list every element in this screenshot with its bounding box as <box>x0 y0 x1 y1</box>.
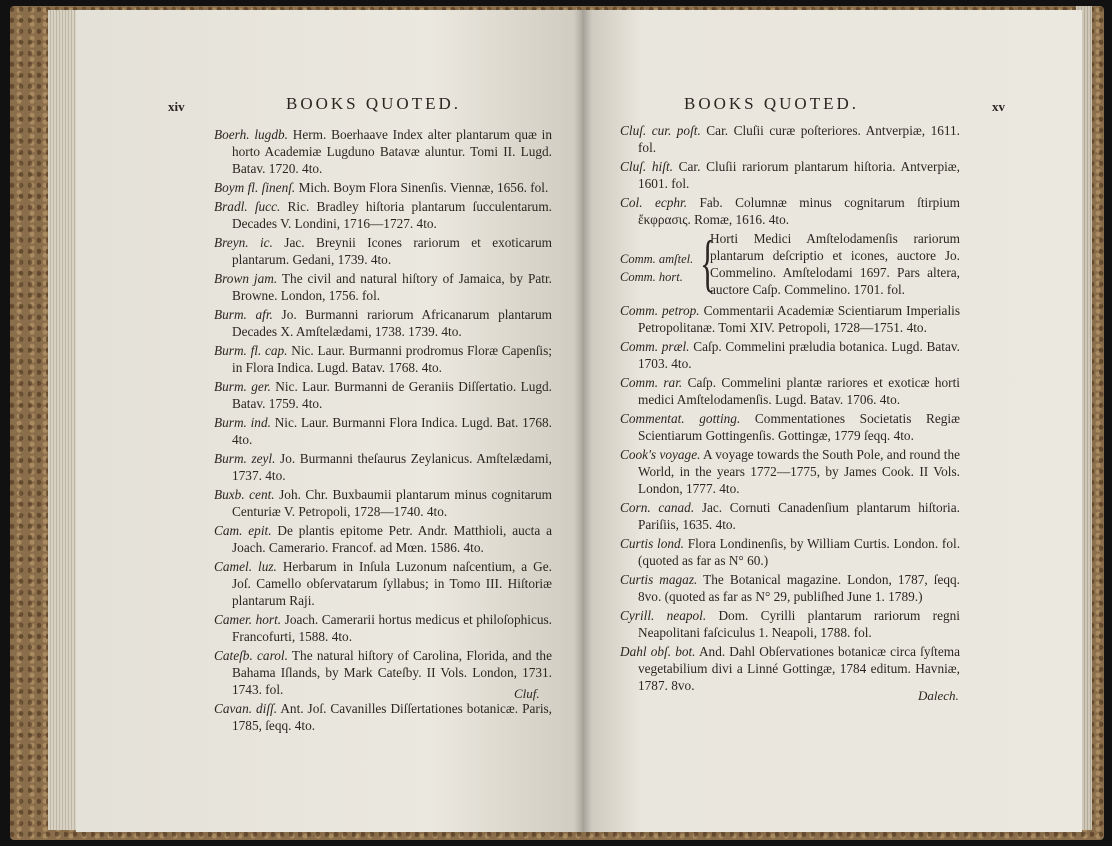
entry-abbreviation: Corn. canad. <box>620 500 695 515</box>
bibliography-entry <box>214 647 552 698</box>
left-entry-list <box>214 126 552 736</box>
entry-text: Caſp. Commelini præludia botanica. Lugd. Batav. 1703. 4to. <box>638 339 960 371</box>
bibliography-entry <box>214 450 552 484</box>
bibliography-entry <box>620 338 960 372</box>
bracket-labels <box>620 250 693 286</box>
bibliography-entry <box>214 306 552 340</box>
bracket-label: Comm. amſtel. <box>620 252 694 266</box>
bibliography-entry <box>214 378 552 412</box>
bibliography-entry <box>620 499 960 533</box>
entry-text: The Botanical magazine. London, 1787, ſeqq. 8vo. (quoted as far as N° 29, publiſhed June 1. 1789.) <box>638 572 960 604</box>
entry-abbreviation: Burm. ind. <box>214 415 271 430</box>
entry-abbreviation: Cateſb. carol. <box>214 648 288 663</box>
entry-abbreviation: Commentat. gotting. <box>620 411 741 426</box>
entry-text: The civil and natural hiſtory of Jamaica, by Patr. Browne. London, 1756. fol. <box>232 271 552 303</box>
entry-text: And. Dahl Obſervationes botanicæ circa ſyſtema vegetabilium divi a Linné Gottingæ, 1784 editum. Havniæ, 1787. 8vo. <box>638 644 961 693</box>
right-entry-list <box>620 122 960 696</box>
bibliography-entry <box>620 571 960 605</box>
entry-abbreviation: Col. ecphr. <box>620 195 688 210</box>
bibliography-entry <box>620 374 960 408</box>
bibliography-entry <box>620 194 960 228</box>
entry-text: Commentationes Societatis Regiæ Scientiarum Gottingenſis. Gottingæ, 1779 ſeqq. 4to. <box>638 411 960 443</box>
entry-abbreviation: Dahl obſ. bot. <box>620 644 696 659</box>
entry-text: De plantis epitome Petr. Andr. Matthioli, aucta a Joach. Camerario. Francof. ad Mœn. 1586. 4to. <box>232 523 552 555</box>
entry-abbreviation: Cluſ. hiſt. <box>620 159 673 174</box>
entry-text: Flora Londinenſis, by William Curtis. London. fol. (quoted as far as N° 60.) <box>638 536 961 568</box>
bibliography-entry <box>214 342 552 376</box>
right-page-header: BOOKS QUOTED. <box>684 94 859 113</box>
entry-text: A voyage towards the South Pole, and round the World, in the years 1772—1775, by James Cook. II Vols. London, 1777. 4to. <box>638 447 960 496</box>
entry-text: Ant. Joſ. Cavanilles Diſſertationes botanicæ. Paris, 1785, ſeqq. 4to. <box>232 701 553 733</box>
bibliography-entry <box>620 158 960 192</box>
entry-text: Dom. Cyrilli plantarum rariorum regni Neapolitani faſciculus 1. Neapoli, 1788. fol. <box>638 608 960 640</box>
entry-text: Car. Cluſii curæ poſteriores. Antverpiæ, 1611. fol. <box>638 123 961 155</box>
bibliography-entry <box>214 270 552 304</box>
entry-text: Nic. Laur. Burmanni de Geraniis Diſſertatio. Lugd. Batav. 1759. 4to. <box>232 379 552 411</box>
entry-text: Jo. Burmanni theſaurus Zeylanicus. Amſtelædami, 1737. 4to. <box>232 451 552 483</box>
right-catchword: Dalech. <box>918 688 959 703</box>
entry-text: Jac. Cornuti Canadenſium plantarum hiſtoria. Pariſiis, 1635. 4to. <box>638 500 960 532</box>
entry-abbreviation: Brown jam. <box>214 271 278 286</box>
entry-text: Nic. Laur. Burmanni Flora Indica. Lugd. Bat. 1768. 4to. <box>232 415 552 447</box>
entry-abbreviation: Boym fl. ſinenſ. <box>214 180 296 195</box>
bibliography-entry <box>214 179 552 196</box>
entry-text: Nic. Laur. Burmanni prodromus Floræ Capenſis; in Flora Indica. Lugd. Batav. 1768. 4to. <box>232 343 552 375</box>
bibliography-entry <box>214 198 552 232</box>
entry-text: Jo. Burmanni rariorum Africanarum plantarum Decades X. Amſtelædami, 1738. 1739. 4to. <box>232 307 552 339</box>
bibliography-entry <box>214 414 552 448</box>
curly-brace-icon: { <box>700 227 716 298</box>
entry-abbreviation: Cavan. diſſ. <box>214 701 278 716</box>
bibliography-entry <box>620 410 960 444</box>
right-folio: xv <box>992 99 1005 114</box>
bibliography-entry <box>214 700 552 734</box>
entry-text: The natural hiſtory of Carolina, Florida, and the Bahama Iſlands, by Mark Cateſby. II Vols. London, 1731. 1743. fol. <box>232 648 552 697</box>
entry-abbreviation: Cyrill. neapol. <box>620 608 707 623</box>
left-folio: xiv <box>168 99 185 114</box>
entry-text: Fab. Columnæ minus cognitarum ſtirpium ἔκφρασις. Romæ, 1616. 4to. <box>638 195 960 227</box>
entry-text: Car. Cluſii rariorum plantarum hiſtoria. Antverpiæ, 1601. fol. <box>638 159 960 191</box>
bibliography-entry <box>214 558 552 609</box>
left-page <box>76 10 582 832</box>
entry-text: Herbarum in Inſula Luzonum naſcentium, a Ge. Joſ. Camello obſervatarum ſyllabus; in Tomo III. Hiſtoriæ plantarum Raji. <box>232 559 552 608</box>
bibliography-entry <box>214 234 552 268</box>
entry-abbreviation: Camel. luz. <box>214 559 277 574</box>
bracket-entry <box>620 227 960 300</box>
entry-abbreviation: Breyn. ic. <box>214 235 273 250</box>
entry-abbreviation: Boerh. lugdb. <box>214 127 288 142</box>
bibliography-entry <box>214 611 552 645</box>
left-page-header: BOOKS QUOTED. <box>286 94 461 113</box>
entry-abbreviation: Comm. præl. <box>620 339 690 354</box>
bracket-label: Comm. hort. <box>620 270 683 284</box>
bibliography-entry <box>620 607 960 641</box>
entry-text: Joh. Chr. Buxbaumii plantarum minus cognitarum Centuriæ V. Petropoli, 1728—1740. 4to. <box>232 487 552 519</box>
entry-abbreviation: Cluſ. cur. poſt. <box>620 123 701 138</box>
entry-abbreviation: Comm. petrop. <box>620 303 700 318</box>
entry-abbreviation: Cam. epit. <box>214 523 272 538</box>
entry-abbreviation: Burm. fl. cap. <box>214 343 288 358</box>
entry-text: Herm. Boerhaave Index alter plantarum quæ in horto Academiæ Lugduno Batavæ aluntur. Tomi II. Lugd. Batav. 1720. 4to. <box>232 127 552 176</box>
left-catchword: Cluf. <box>514 686 540 701</box>
bibliography-entry <box>620 122 960 156</box>
right-page <box>582 10 1082 832</box>
bibliography-entry <box>620 302 960 336</box>
entry-text: Caſp. Commelini plantæ rariores et exoticæ horti medici Amſtelodamenſis. Lugd. Batav. 1706. 4to. <box>638 375 960 407</box>
entry-text: Jac. Breynii Icones rariorum et exoticarum plantarum. Gedani, 1739. 4to. <box>232 235 553 267</box>
entry-text: Commentarii Academiæ Scientiarum Imperialis Petropolitanæ. Tomi XIV. Petropoli, 1728—1751. 4to. <box>638 303 961 335</box>
entry-text: Mich. Boym Flora Sinenſis. Viennæ, 1656. fol. <box>298 180 549 195</box>
entry-abbreviation: Burm. zeyl. <box>214 451 276 466</box>
entry-abbreviation: Curtis lond. <box>620 536 684 551</box>
entry-abbreviation: Burm. ger. <box>214 379 271 394</box>
bracket-text: Horti Medici Amſtelodamenſis rariorum plantarum deſcriptio et icones, auctore Jo. Commelino. Amſtelodami 1697. Pars altera, auctore Caſp. Commelino. 1701. fol. <box>710 231 960 297</box>
book-gutter <box>574 10 592 832</box>
entry-abbreviation: Burm. afr. <box>214 307 273 322</box>
bibliography-entry <box>214 486 552 520</box>
left-page-edges <box>48 10 76 830</box>
bibliography-entry <box>620 643 960 694</box>
entry-abbreviation: Bradl. ſucc. <box>214 199 281 214</box>
bibliography-entry <box>620 535 960 569</box>
entry-abbreviation: Buxb. cent. <box>214 487 275 502</box>
entry-abbreviation: Camer. hort. <box>214 612 282 627</box>
entry-abbreviation: Curtis magaz. <box>620 572 698 587</box>
entry-abbreviation: Comm. rar. <box>620 375 683 390</box>
bibliography-entry <box>620 446 960 497</box>
bibliography-entry <box>214 522 552 556</box>
entry-text: Ric. Bradley hiſtoria plantarum ſucculentarum. Decades V. Londini, 1716—1727. 4to. <box>232 199 552 231</box>
entry-text: Joach. Camerarii hortus medicus et philoſophicus. Francofurti, 1588. 4to. <box>232 612 552 644</box>
bibliography-entry <box>214 126 552 177</box>
entry-abbreviation: Cook's voyage. <box>620 447 701 462</box>
